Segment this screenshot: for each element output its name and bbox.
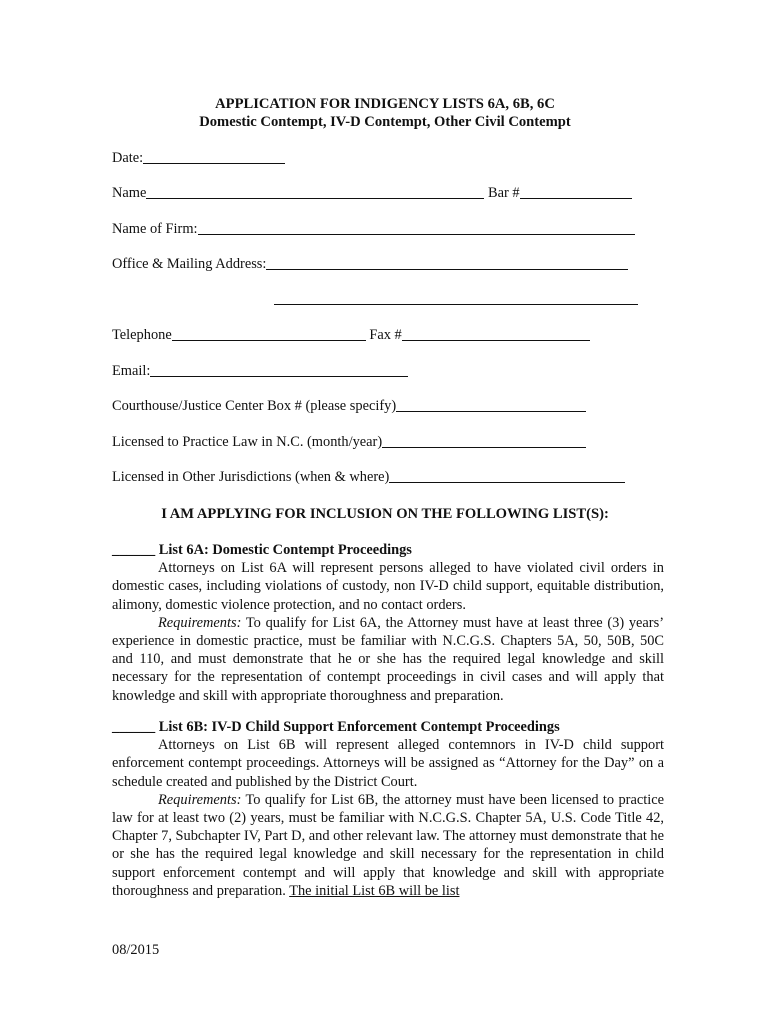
- firm-field[interactable]: [112, 220, 635, 238]
- list-6a-description: Attorneys on List 6A will represent persons alleged to have violated civil orders in domestic cases, including violations of custody, non IV-D child support, equitable distribution, alimony, domestic violence protection, and no contact orders.: [112, 560, 664, 613]
- date-field[interactable]: [112, 149, 285, 167]
- firm-blank[interactable]: [198, 221, 635, 235]
- fax-label: Fax #: [369, 327, 402, 343]
- licensed-nc-label: Licensed to Practice Law in N.C. (month/year): [112, 434, 383, 450]
- list-6a-requirements-label: Requirements:: [158, 614, 242, 631]
- licensed-nc-field[interactable]: [112, 433, 586, 451]
- address-blank-2[interactable]: [274, 291, 638, 305]
- applying-heading: I AM APPLYING FOR INCLUSION ON THE FOLLOWING LIST(S):: [161, 506, 609, 522]
- list-6a-section: [112, 541, 664, 705]
- address-label: Office & Mailing Address:: [112, 256, 267, 272]
- list-6a-blank[interactable]: ______: [112, 542, 156, 558]
- bar-label: Bar #: [487, 185, 520, 201]
- box-blank[interactable]: [396, 398, 586, 412]
- address-field[interactable]: [112, 255, 628, 273]
- telephone-blank[interactable]: [172, 327, 366, 341]
- list-6b-blank[interactable]: ______: [112, 719, 156, 735]
- list-6b-requirements-label: Requirements:: [158, 791, 242, 808]
- fax-blank[interactable]: [402, 327, 590, 341]
- date-label: Date:: [112, 150, 144, 166]
- address-line-2[interactable]: [274, 290, 638, 308]
- name-field[interactable]: [112, 184, 632, 202]
- list-6b-title: List 6B: IV-D Child Support Enforcement Contempt Proceedings: [158, 719, 560, 735]
- list-6a-title: List 6A: Domestic Contempt Proceedings: [158, 542, 412, 558]
- address-blank[interactable]: [266, 256, 628, 270]
- email-blank[interactable]: [150, 363, 408, 377]
- licensed-other-blank[interactable]: [389, 469, 625, 483]
- email-field[interactable]: [112, 362, 408, 380]
- date-blank[interactable]: [143, 150, 285, 164]
- telephone-field[interactable]: [112, 326, 590, 344]
- list-6b-description: Attorneys on List 6B will represent alleged contemnors in IV-D child support enforcement contempt proceedings. Attorneys will be assigned as “Attorney for the Day” on a schedule created and published by the District Court.: [112, 737, 664, 790]
- list-6a-requirements: To qualify for List 6A, the Attorney must have at least three (3) years’ experience in domestic practice, must be familiar with N.C.G.S. Chapters 5A, 50, 50B, 50C and 110, and must demonstrate that he or she has the required legal knowledge and skill necessary for the representation of contempt proceedings in civil cases and will apply that knowledge and skill with appropriate thoroughness and preparation.: [112, 614, 664, 704]
- name-label: Name: [112, 185, 147, 201]
- licensed-other-field[interactable]: [112, 468, 625, 486]
- name-blank[interactable]: [146, 185, 484, 199]
- licensed-other-label: Licensed in Other Jurisdictions (when & where): [112, 469, 390, 485]
- list-6b-requirements: To qualify for List 6B, the attorney must have been licensed to practice law for at least two (2) years, must be familiar with N.C.G.S. Chapter 5A, U.S. Code Title 42, Chapter 7, Subchapter IV, Part D, and other relevant law. The attorney must demonstrate that he or she has the required legal knowledge and skill necessary for the representation in child support enforcement contempt and will apply that knowledge and skill with appropriate thoroughness and preparation.: [112, 791, 665, 899]
- document-title: APPLICATION FOR INDIGENCY LISTS 6A, 6B, 6C: [215, 96, 555, 112]
- firm-label: Name of Firm:: [112, 221, 198, 237]
- email-label: Email:: [112, 363, 151, 379]
- list-6b-underlined-note: The initial List 6B will be list: [289, 882, 460, 899]
- licensed-nc-blank[interactable]: [382, 434, 586, 448]
- bar-blank[interactable]: [520, 185, 632, 199]
- box-label: Courthouse/Justice Center Box # (please specify): [112, 398, 397, 414]
- footer-date: 08/2015: [112, 942, 160, 958]
- telephone-label: Telephone: [112, 327, 172, 343]
- list-6b-section: [112, 718, 664, 900]
- box-field[interactable]: [112, 397, 586, 415]
- document-subtitle: Domestic Contempt, IV-D Contempt, Other Civil Contempt: [199, 114, 571, 130]
